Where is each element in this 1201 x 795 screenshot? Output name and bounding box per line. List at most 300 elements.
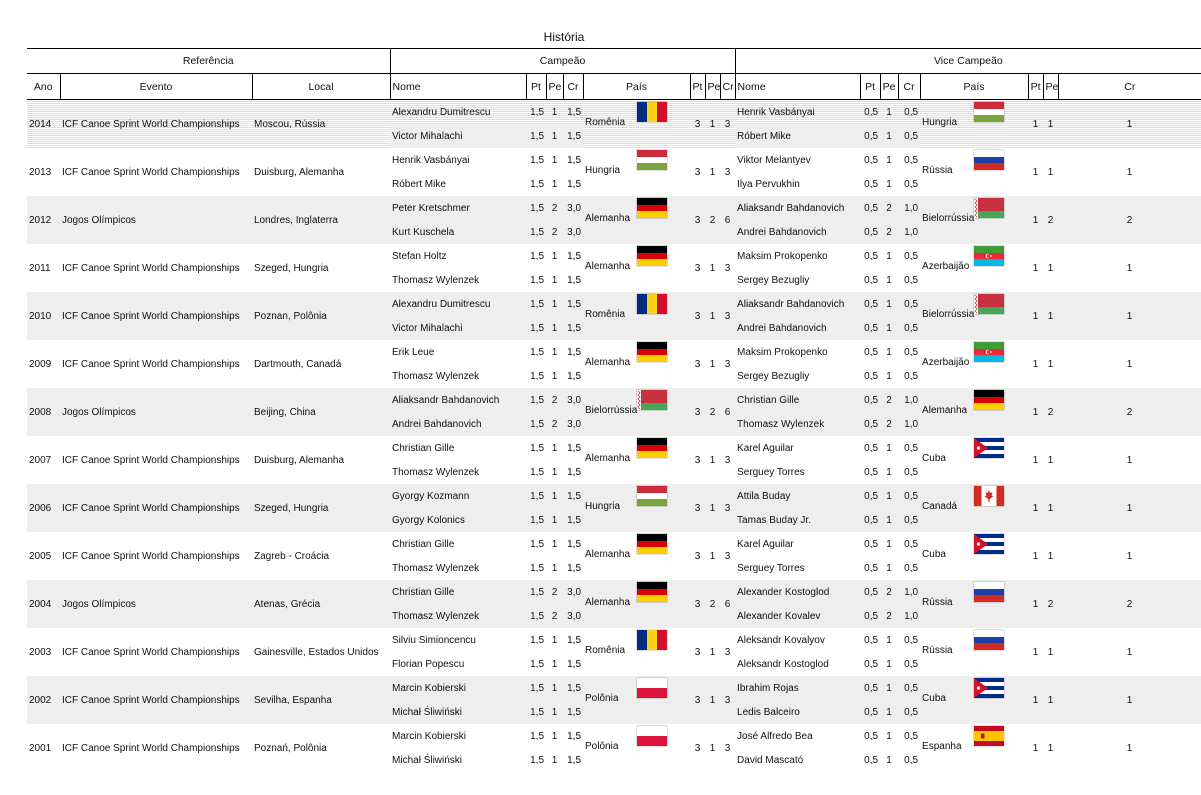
vice-cr-1: 0,5 bbox=[904, 634, 919, 646]
vice-pt-2: 0,5 bbox=[860, 700, 880, 724]
spain-flag bbox=[974, 726, 1004, 746]
champ-cr-2: 1,5 bbox=[567, 466, 582, 478]
champ-total-cr: 3 bbox=[720, 484, 735, 532]
champ-total-pt: 3 bbox=[690, 676, 705, 724]
vice-country: Cuba bbox=[922, 453, 946, 464]
champ-name-1: Christian Gille bbox=[392, 538, 455, 550]
champ-total-pe: 1 bbox=[709, 550, 716, 562]
champ-cr-1: 1,5 bbox=[567, 634, 582, 646]
vice-total-pt: 1 bbox=[1028, 580, 1043, 628]
champ-total-cr: 3 bbox=[724, 742, 731, 754]
champ-cr-1: 1,5 bbox=[563, 676, 583, 700]
champ-total-pe: 2 bbox=[705, 196, 720, 244]
vice-pt-2: 0,5 bbox=[864, 178, 879, 190]
vice-pe-2: 1 bbox=[886, 754, 892, 766]
champ-pt-2: 1,5 bbox=[530, 562, 545, 574]
vice-country: Alemanha bbox=[922, 405, 968, 416]
poland-flag bbox=[637, 726, 667, 746]
champ-pt-1: 1,5 bbox=[526, 196, 546, 220]
table-row bbox=[27, 148, 1201, 172]
champ-cr-2: 1,5 bbox=[563, 316, 583, 340]
champ-country-cell bbox=[583, 580, 690, 628]
vice-name-2: Alexander Kovalev bbox=[735, 604, 860, 628]
vice-pt-2: 0,5 bbox=[864, 466, 879, 478]
champ-country: Alemanha bbox=[585, 261, 631, 272]
table-row bbox=[27, 436, 1201, 460]
champ-country-cell bbox=[583, 244, 690, 292]
champ-country-cell bbox=[583, 196, 690, 244]
vice-cr-2: 0,5 bbox=[904, 178, 919, 190]
vice-name-1: Christian Gille bbox=[735, 388, 860, 412]
azerbaijan-flag bbox=[974, 246, 1004, 266]
vice-country: Azerbaijão bbox=[922, 357, 970, 368]
vice-pe-1: 2 bbox=[880, 196, 898, 220]
vice-total-cr: 1 bbox=[1126, 262, 1133, 274]
champ-pe-1: 1 bbox=[551, 346, 558, 358]
vice-cr-1: 0,5 bbox=[904, 250, 919, 262]
vice-cr-1: 0,5 bbox=[898, 292, 920, 316]
champ-name-1: Erik Leue bbox=[392, 346, 435, 358]
champ-cr-1: 1,5 bbox=[567, 538, 582, 550]
champ-pt-2: 1,5 bbox=[530, 658, 545, 670]
vice-pt-1: 0,5 bbox=[864, 154, 879, 166]
champ-name-2: Gyorgy Kolonics bbox=[390, 508, 526, 532]
vice-country-cell bbox=[920, 100, 1028, 149]
header-local: Local bbox=[252, 74, 390, 100]
vice-cr-1: 1,0 bbox=[898, 196, 920, 220]
row-year: 2013 bbox=[29, 166, 52, 178]
vice-name-1: Ibrahim Rojas bbox=[735, 676, 860, 700]
champ-name-2: Róbert Mike bbox=[392, 178, 446, 190]
vice-pe-2: 1 bbox=[886, 370, 892, 382]
table-row bbox=[27, 532, 1201, 556]
header-vice-nome: Nome bbox=[735, 74, 860, 100]
champ-name-1: Alexandru Dumitrescu bbox=[390, 100, 526, 125]
vice-cr-1: 1,0 bbox=[898, 388, 920, 412]
vice-pe-2: 1 bbox=[886, 178, 892, 190]
vice-name-2: Thomasz Wylenzek bbox=[735, 412, 860, 436]
row-year: 2005 bbox=[29, 550, 52, 562]
champ-total-pt: 3 bbox=[694, 742, 701, 754]
header-champ-cr: Cr bbox=[563, 74, 583, 100]
row-event: ICF Canoe Sprint World Championships bbox=[62, 262, 240, 274]
champ-total-pe: 1 bbox=[705, 100, 720, 149]
champ-country-cell bbox=[583, 436, 690, 484]
champ-pt-1: 1,5 bbox=[526, 484, 546, 508]
champ-total-pe: 1 bbox=[709, 646, 716, 658]
champ-pt-1: 1,5 bbox=[530, 154, 545, 166]
champ-cr-2: 1,5 bbox=[567, 658, 582, 670]
vice-cr-2: 0,5 bbox=[898, 124, 920, 148]
row-year: 2014 bbox=[27, 100, 60, 149]
champ-cr-1: 1,5 bbox=[563, 484, 583, 508]
champ-total-pt: 3 bbox=[694, 454, 701, 466]
group-vice-campeao: Vice Campeão bbox=[735, 49, 1201, 74]
vice-cr-2: 0,5 bbox=[904, 562, 919, 574]
champ-name-2: Andrei Bahdanovich bbox=[390, 412, 526, 436]
row-location: Zagreb - Croácia bbox=[254, 550, 330, 562]
champ-name-2: Michał Śliwiński bbox=[390, 700, 526, 724]
russia-flag bbox=[974, 582, 1004, 602]
vice-pt-2: 0,5 bbox=[864, 562, 879, 574]
champ-pe-1: 2 bbox=[546, 196, 563, 220]
vice-pe-1: 1 bbox=[886, 634, 892, 646]
vice-total-pt: 1 bbox=[1028, 484, 1043, 532]
vice-pe-2: 1 bbox=[886, 466, 892, 478]
champ-name-1: Christian Gille bbox=[390, 580, 526, 604]
champ-name-2: Michał Śliwiński bbox=[392, 754, 463, 766]
row-location: Atenas, Grécia bbox=[252, 580, 390, 628]
header-vice-total-cr: Cr bbox=[1058, 74, 1201, 100]
vice-pt-1: 0,5 bbox=[864, 634, 879, 646]
champ-country: Romênia bbox=[585, 117, 626, 128]
germany-flag bbox=[637, 198, 667, 218]
vice-pe-1: 1 bbox=[886, 154, 892, 166]
vice-total-pt: 1 bbox=[1032, 742, 1039, 754]
vice-country-cell bbox=[920, 148, 1028, 196]
row-year: 2010 bbox=[27, 292, 60, 340]
vice-total-pe: 1 bbox=[1047, 262, 1054, 274]
champ-country: Hungria bbox=[585, 165, 621, 176]
champ-pe-2: 2 bbox=[546, 412, 563, 436]
champ-total-cr: 3 bbox=[720, 676, 735, 724]
vice-pt-1: 0,5 bbox=[860, 100, 880, 125]
vice-pe-1: 1 bbox=[886, 346, 892, 358]
champ-total-pe: 1 bbox=[705, 676, 720, 724]
champ-pe-2: 1 bbox=[551, 370, 558, 382]
header-champ-total-cr: Cr bbox=[720, 74, 735, 100]
champ-country-cell bbox=[583, 484, 690, 532]
vice-name-1: Maksim Prokopenko bbox=[737, 250, 828, 262]
vice-name-1: Karel Aguilar bbox=[737, 442, 794, 454]
champ-name-1: Aliaksandr Bahdanovich bbox=[390, 388, 526, 412]
champ-total-cr: 3 bbox=[724, 646, 731, 658]
row-location: Szeged, Hungria bbox=[254, 262, 329, 274]
champ-total-pe: 1 bbox=[709, 358, 716, 370]
champ-pe-1: 1 bbox=[551, 730, 558, 742]
vice-country: Hungria bbox=[922, 117, 958, 128]
cuba-flag bbox=[974, 438, 1004, 458]
champ-pe-1: 1 bbox=[551, 250, 558, 262]
vice-country-cell bbox=[920, 388, 1028, 436]
row-event: ICF Canoe Sprint World Championships bbox=[62, 646, 240, 658]
champ-pe-2: 1 bbox=[551, 274, 558, 286]
champ-pe-1: 2 bbox=[546, 580, 563, 604]
header-vice-cr: Cr bbox=[898, 74, 920, 100]
vice-cr-2: 1,0 bbox=[898, 220, 920, 244]
champ-pt-1: 1,5 bbox=[526, 100, 546, 125]
table-row bbox=[27, 100, 1201, 125]
vice-total-pt: 1 bbox=[1028, 388, 1043, 436]
champ-total-cr: 6 bbox=[720, 196, 735, 244]
vice-total-pe: 2 bbox=[1043, 388, 1058, 436]
champ-cr-1: 3,0 bbox=[563, 580, 583, 604]
vice-cr-2: 0,5 bbox=[898, 700, 920, 724]
row-event: Jogos Olímpicos bbox=[60, 388, 252, 436]
champ-cr-2: 1,5 bbox=[563, 124, 583, 148]
champ-cr-1: 1,5 bbox=[567, 250, 582, 262]
header-vice-pais: País bbox=[920, 74, 1028, 100]
champ-pt-2: 1,5 bbox=[526, 412, 546, 436]
row-location: Poznań, Polônia bbox=[254, 742, 327, 754]
champ-name-1: Christian Gille bbox=[392, 442, 455, 454]
champ-pe-1: 1 bbox=[546, 484, 563, 508]
vice-pe-1: 1 bbox=[880, 676, 898, 700]
champ-total-pe: 2 bbox=[705, 580, 720, 628]
vice-total-pt: 1 bbox=[1032, 454, 1039, 466]
vice-total-cr: 2 bbox=[1058, 196, 1201, 244]
champ-name-1: Silviu Simioncencu bbox=[392, 634, 476, 646]
vice-cr-1: 0,5 bbox=[904, 346, 919, 358]
header-vice-pt: Pt bbox=[860, 74, 880, 100]
vice-pe-1: 1 bbox=[880, 292, 898, 316]
vice-pe-1: 2 bbox=[880, 388, 898, 412]
vice-name-1: Henrik Vasbányai bbox=[735, 100, 860, 125]
champ-total-pe: 1 bbox=[709, 262, 716, 274]
champ-name-1: Henrik Vasbányai bbox=[392, 154, 470, 166]
champ-name-2: Thomasz Wylenzek bbox=[392, 466, 480, 478]
vice-name-1: Alexander Kostoglod bbox=[735, 580, 860, 604]
vice-pt-2: 0,5 bbox=[864, 274, 879, 286]
vice-total-pe: 1 bbox=[1047, 454, 1054, 466]
vice-name-1: Aliaksandr Bahdanovich bbox=[735, 196, 860, 220]
row-year: 2006 bbox=[27, 484, 60, 532]
champ-pe-1: 1 bbox=[551, 154, 558, 166]
champ-pe-1: 1 bbox=[551, 634, 558, 646]
champ-pt-1: 1,5 bbox=[530, 250, 545, 262]
poland-flag bbox=[637, 678, 667, 698]
row-year: 2012 bbox=[27, 196, 60, 244]
vice-name-2: Andrei Bahdanovich bbox=[735, 316, 860, 340]
vice-country: Bielorrússia bbox=[922, 213, 975, 224]
champ-name-2: Victor Mihalachi bbox=[390, 124, 526, 148]
row-location: Sevilha, Espanha bbox=[252, 676, 390, 724]
champ-country-cell bbox=[583, 532, 690, 580]
vice-total-pt: 1 bbox=[1032, 358, 1039, 370]
champ-cr-2: 1,5 bbox=[567, 754, 582, 766]
vice-country-cell bbox=[920, 580, 1028, 628]
champ-total-cr: 3 bbox=[724, 358, 731, 370]
champ-total-pe: 1 bbox=[709, 166, 716, 178]
champ-total-pt: 3 bbox=[694, 358, 701, 370]
vice-total-cr: 1 bbox=[1126, 166, 1133, 178]
vice-total-cr: 1 bbox=[1058, 676, 1201, 724]
champ-total-pt: 3 bbox=[690, 484, 705, 532]
vice-total-pt: 1 bbox=[1032, 166, 1039, 178]
vice-cr-2: 0,5 bbox=[904, 754, 919, 766]
header-champ-total-pe: Pe bbox=[705, 74, 720, 100]
row-location: Poznan, Polônia bbox=[252, 292, 390, 340]
champ-pt-1: 1,5 bbox=[526, 292, 546, 316]
row-year: 2002 bbox=[27, 676, 60, 724]
row-event: ICF Canoe Sprint World Championships bbox=[60, 292, 252, 340]
champ-pe-2: 1 bbox=[551, 658, 558, 670]
vice-total-cr: 1 bbox=[1058, 292, 1201, 340]
champ-total-cr: 3 bbox=[720, 292, 735, 340]
champ-country: Polônia bbox=[585, 693, 619, 704]
champ-pe-2: 1 bbox=[551, 466, 558, 478]
vice-total-cr: 2 bbox=[1058, 388, 1201, 436]
vice-cr-2: 0,5 bbox=[904, 658, 919, 670]
row-event: ICF Canoe Sprint World Championships bbox=[62, 742, 240, 754]
champ-total-pe: 2 bbox=[705, 388, 720, 436]
vice-pe-1: 2 bbox=[880, 580, 898, 604]
champ-total-pt: 3 bbox=[694, 646, 701, 658]
vice-pe-2: 1 bbox=[880, 316, 898, 340]
vice-pt-1: 0,5 bbox=[860, 388, 880, 412]
champ-pe-2: 2 bbox=[546, 220, 563, 244]
vice-pt-2: 0,5 bbox=[860, 604, 880, 628]
vice-pe-2: 1 bbox=[886, 658, 892, 670]
row-event: ICF Canoe Sprint World Championships bbox=[62, 166, 240, 178]
vice-cr-2: 0,5 bbox=[904, 370, 919, 382]
champ-name-2: Victor Mihalachi bbox=[390, 316, 526, 340]
row-location: Szeged, Hungria bbox=[252, 484, 390, 532]
champ-pt-1: 1,5 bbox=[530, 538, 545, 550]
vice-pe-2: 1 bbox=[880, 508, 898, 532]
vice-pe-1: 1 bbox=[880, 484, 898, 508]
vice-total-pe: 1 bbox=[1043, 484, 1058, 532]
romania-flag bbox=[637, 630, 667, 650]
row-year: 2004 bbox=[27, 580, 60, 628]
germany-flag bbox=[637, 438, 667, 458]
champ-cr-2: 1,5 bbox=[567, 178, 582, 190]
champ-pe-2: 1 bbox=[546, 124, 563, 148]
vice-pt-1: 0,5 bbox=[864, 730, 879, 742]
vice-country: Rússia bbox=[922, 645, 953, 656]
vice-total-pe: 1 bbox=[1047, 358, 1054, 370]
champ-total-pt: 3 bbox=[690, 196, 705, 244]
champ-name-1: Marcin Kobierski bbox=[392, 730, 466, 742]
romania-flag bbox=[637, 102, 667, 122]
row-location: Londres, Inglaterra bbox=[252, 196, 390, 244]
champ-name-2: Thomasz Wylenzek bbox=[392, 274, 480, 286]
table-row bbox=[27, 724, 1201, 748]
champ-pe-2: 1 bbox=[551, 562, 558, 574]
hungary-flag bbox=[637, 150, 667, 170]
vice-name-2: Sergey Bezugliy bbox=[737, 274, 810, 286]
champ-name-1: Gyorgy Kozmann bbox=[390, 484, 526, 508]
vice-cr-1: 0,5 bbox=[898, 484, 920, 508]
champ-pe-2: 1 bbox=[551, 754, 558, 766]
champ-total-cr: 3 bbox=[724, 262, 731, 274]
vice-pe-2: 1 bbox=[886, 274, 892, 286]
vice-name-1: Karel Aguilar bbox=[737, 538, 794, 550]
vice-pt-1: 0,5 bbox=[860, 196, 880, 220]
vice-name-2: Serguey Torres bbox=[737, 562, 805, 574]
belarus-flag bbox=[637, 390, 667, 410]
champ-pt-2: 1,5 bbox=[530, 370, 545, 382]
row-year: 2003 bbox=[29, 646, 52, 658]
vice-total-pe: 1 bbox=[1047, 550, 1054, 562]
azerbaijan-flag bbox=[974, 342, 1004, 362]
vice-cr-1: 1,0 bbox=[898, 580, 920, 604]
table-row bbox=[27, 484, 1201, 508]
header-vice-total-pe: Pe bbox=[1043, 74, 1058, 100]
vice-total-cr: 1 bbox=[1126, 454, 1133, 466]
vice-pe-2: 1 bbox=[886, 562, 892, 574]
vice-country-cell bbox=[920, 676, 1028, 724]
hungary-flag bbox=[637, 486, 667, 506]
champ-name-1: Alexandru Dumitrescu bbox=[390, 292, 526, 316]
history-table bbox=[27, 48, 1201, 772]
table-row bbox=[27, 628, 1201, 652]
vice-total-pt: 1 bbox=[1032, 646, 1039, 658]
vice-cr-2: 1,0 bbox=[898, 604, 920, 628]
row-year: 2009 bbox=[29, 358, 52, 370]
row-location: Beijing, China bbox=[252, 388, 390, 436]
champ-total-pe: 1 bbox=[709, 742, 716, 754]
champ-pt-1: 1,5 bbox=[530, 634, 545, 646]
champ-total-pt: 3 bbox=[690, 100, 705, 149]
vice-country-cell bbox=[920, 292, 1028, 340]
russia-flag bbox=[974, 630, 1004, 650]
table-row bbox=[27, 292, 1201, 316]
vice-cr-1: 0,5 bbox=[898, 100, 920, 125]
vice-name-2: Aleksandr Kostoglod bbox=[737, 658, 829, 670]
row-event: ICF Canoe Sprint World Championships bbox=[60, 676, 252, 724]
row-location: Gainesville, Estados Unidos bbox=[254, 646, 379, 658]
header-champ-pais: País bbox=[583, 74, 690, 100]
champ-cr-1: 1,5 bbox=[567, 154, 582, 166]
vice-pt-1: 0,5 bbox=[864, 538, 879, 550]
vice-name-2: Róbert Mike bbox=[735, 124, 860, 148]
champ-total-pe: 1 bbox=[709, 454, 716, 466]
cuba-flag bbox=[974, 534, 1004, 554]
champ-name-2: Thomasz Wylenzek bbox=[392, 370, 480, 382]
header-champ-pt: Pt bbox=[526, 74, 546, 100]
vice-total-pt: 1 bbox=[1028, 100, 1043, 149]
vice-cr-2: 0,5 bbox=[904, 274, 919, 286]
champ-pt-2: 1,5 bbox=[530, 274, 545, 286]
champ-pe-2: 1 bbox=[546, 700, 563, 724]
vice-country-cell bbox=[920, 436, 1028, 484]
champ-country-cell bbox=[583, 148, 690, 196]
germany-flag bbox=[637, 534, 667, 554]
champ-total-cr: 3 bbox=[724, 166, 731, 178]
champ-country: Romênia bbox=[585, 309, 626, 320]
champ-cr-2: 3,0 bbox=[563, 604, 583, 628]
table-row bbox=[27, 244, 1201, 268]
row-event: Jogos Olímpicos bbox=[60, 196, 252, 244]
vice-pe-2: 1 bbox=[880, 124, 898, 148]
vice-name-1: Aleksandr Kovalyov bbox=[737, 634, 825, 646]
vice-pt-1: 0,5 bbox=[864, 346, 879, 358]
table-row bbox=[27, 580, 1201, 604]
vice-pe-1: 1 bbox=[880, 100, 898, 125]
vice-country: Espanha bbox=[922, 741, 962, 752]
champ-pe-1: 1 bbox=[551, 538, 558, 550]
germany-flag bbox=[637, 246, 667, 266]
champ-country: Polônia bbox=[585, 741, 619, 752]
champ-country: Alemanha bbox=[585, 357, 631, 368]
russia-flag bbox=[974, 150, 1004, 170]
row-event: ICF Canoe Sprint World Championships bbox=[60, 100, 252, 149]
vice-pt-2: 0,5 bbox=[860, 412, 880, 436]
champ-name-2: Kurt Kuschela bbox=[390, 220, 526, 244]
champ-total-cr: 3 bbox=[724, 454, 731, 466]
champ-country-cell bbox=[583, 388, 690, 436]
vice-name-1: Maksim Prokopenko bbox=[737, 346, 828, 358]
belarus-flag bbox=[974, 198, 1004, 218]
champ-total-pe: 1 bbox=[705, 484, 720, 532]
champ-pe-1: 1 bbox=[546, 676, 563, 700]
champ-pt-2: 1,5 bbox=[526, 700, 546, 724]
header-vice-pe: Pe bbox=[880, 74, 898, 100]
vice-total-cr: 1 bbox=[1058, 484, 1201, 532]
germany-flag bbox=[637, 342, 667, 362]
row-location: Duisburg, Alemanha bbox=[254, 454, 345, 466]
